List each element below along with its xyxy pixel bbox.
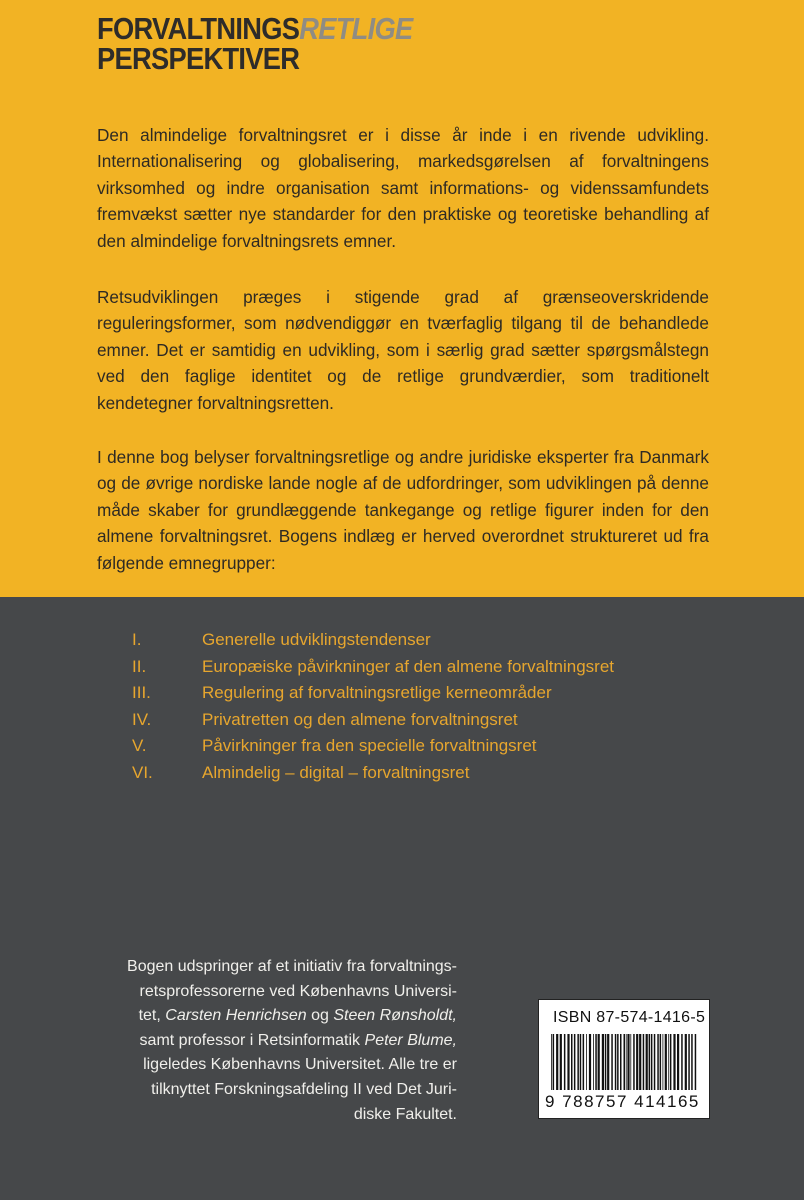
barcode-bar [564,1034,566,1090]
barcode-bar [633,1034,635,1090]
barcode-bar [586,1034,587,1090]
title-word-1-italic: RETLIGE [299,11,413,46]
barcode-bar [574,1034,576,1090]
credits-line-3-prefix: tet, [138,1007,166,1025]
barcode-bar [605,1034,607,1090]
credits-line-4 [97,1029,457,1054]
barcode-bar [615,1034,617,1090]
barcode-bar [646,1034,648,1090]
barcode-bar [607,1034,609,1090]
barcode-bar [626,1034,627,1090]
book-title [97,11,413,76]
topic-label: Påvirkninger fra den specielle forvaltningsret [202,736,537,756]
barcode-bar [691,1034,693,1090]
barcode-bar [677,1034,679,1090]
topic-label: Regulering af forvaltningsretlige kerneområder [202,683,552,703]
topic-item [132,680,614,707]
topic-item [132,733,614,760]
topic-label: Generelle udviklingstendenser [202,630,431,649]
barcode-bar [685,1034,687,1090]
barcode-bar [673,1034,675,1090]
topic-label: Privatretten og den almene forvaltningsret [202,709,518,729]
topic-number: III. [132,683,151,703]
barcode-bar [551,1034,552,1090]
topic-item [132,760,614,787]
credits-line-5: ligeledes Københavns Universitet. Alle tre er [143,1056,457,1074]
topic-label: Europæiske påvirkninger af den almene forvaltningsret [202,656,615,676]
barcode-bar [630,1034,631,1090]
barcode-bar [580,1034,582,1090]
barcode-bar [624,1034,626,1090]
intro-paragraph-3: I denne bog belyser forvaltningsretlige og andre juridiske eksperter fra Danmark og de øvrige nordiske lande nogle af de udfordringer, som udviklingen på denne måde skaber for grundlæggende tankegange og retlige figurer inden for den almene forvaltningsret. Bogens indlæg er herved overordnet struktureret ud fra følgende emnegrupper: [97,447,709,573]
topic-list [132,627,614,787]
barcode-bar [571,1034,573,1090]
barcode-bar [602,1034,604,1090]
barcode-bar [553,1034,555,1090]
barcode-bar [688,1034,690,1090]
barcode-bar [560,1034,562,1090]
credits-text [97,955,457,1127]
barcode-bar [583,1034,585,1090]
isbn-label: ISBN 87-574-1416-5 [553,1009,706,1026]
topic-item [132,707,614,734]
barcode-bar [660,1034,662,1090]
barcode-bar [695,1034,697,1090]
barcode-bar [595,1034,597,1090]
barcode-bar [639,1034,641,1090]
topic-item [132,627,614,654]
isbn-barcode-box [538,999,710,1119]
barcode-image [549,1034,699,1090]
credits-line-6: tilknyttet Forskningsafdeling II ved Det Juri- [151,1080,457,1098]
credits-line-2: retsprofessorerne ved Københavns Universi- [139,982,457,1000]
credits-author-1: Carsten Henrichsen [165,1007,307,1025]
barcode-bar [668,1034,669,1090]
topic-label: Almindelig – digital – forvaltningsret [202,762,470,782]
barcode-bar [670,1034,672,1090]
barcode-bar [593,1034,594,1090]
barcode-bar [617,1034,619,1090]
barcode-bar [651,1034,653,1090]
barcode-digits: 9 788757 414165 [545,1092,700,1111]
barcode-bar [589,1034,591,1090]
credits-line-4-prefix: samt professor i Retsinformatik [139,1031,361,1049]
intro-paragraph-2: Retsudviklingen præges i stigende grad af grænseoverskridende reguleringsformer, som nødvendiggør en tværfaglig tilgang til de behandlede emner. Det er samtidig en udvikling, som i særlig grad sætter spørgsmålstegn ved den faglige identitet og de retlige grundværdier, som traditionelt kendetegner forvaltningsretten. [97,287,709,413]
barcode-bar [649,1034,651,1090]
barcode-bar [636,1034,638,1090]
topic-number: II. [132,656,147,676]
barcode-bar [620,1034,622,1090]
credits-author-2: Steen Rønsholdt, [333,1007,457,1025]
title-word-1: FORVALTNINGS [97,11,300,46]
intro-paragraph-1: Den almindelige forvaltningsret er i disse år inde i en rivende udvikling. Internationalisering og globalisering, markedsgørelsen af forvaltningens virksomhed og indre organisation samt informations- og videnssamfundets fremvækst sætter nye standarder for den praktiske og teoretiske behandling af den almindelige forvaltningsrets emner. [97,125,709,251]
barcode-bar [654,1034,656,1090]
credits-line-1: Bogen udspringer af et initiativ fra forvaltnings- [127,958,457,975]
barcode-bar [611,1034,613,1090]
barcode-bar [643,1034,645,1090]
title-word-2: PERSPEKTIVER [97,41,300,76]
topic-number: VI. [132,762,153,782]
topic-item [132,654,614,681]
topic-number: V. [132,736,147,756]
credits-author-3: Peter Blume, [364,1031,457,1049]
credits-line-7: diske Fakultet. [353,1105,457,1123]
barcode-bar [627,1034,629,1090]
barcode-bar [567,1034,569,1090]
barcode-bar [556,1034,558,1090]
barcode-bar [657,1034,659,1090]
topic-number: IV. [132,709,152,729]
credits-and: og [311,1007,329,1025]
barcode-bar [665,1034,667,1090]
barcode-bar [598,1034,600,1090]
barcode-bar [663,1034,664,1090]
barcode-bar [681,1034,683,1090]
credits-line-3 [97,1004,457,1029]
topic-number: I. [132,630,142,649]
barcode-bar [577,1034,579,1090]
